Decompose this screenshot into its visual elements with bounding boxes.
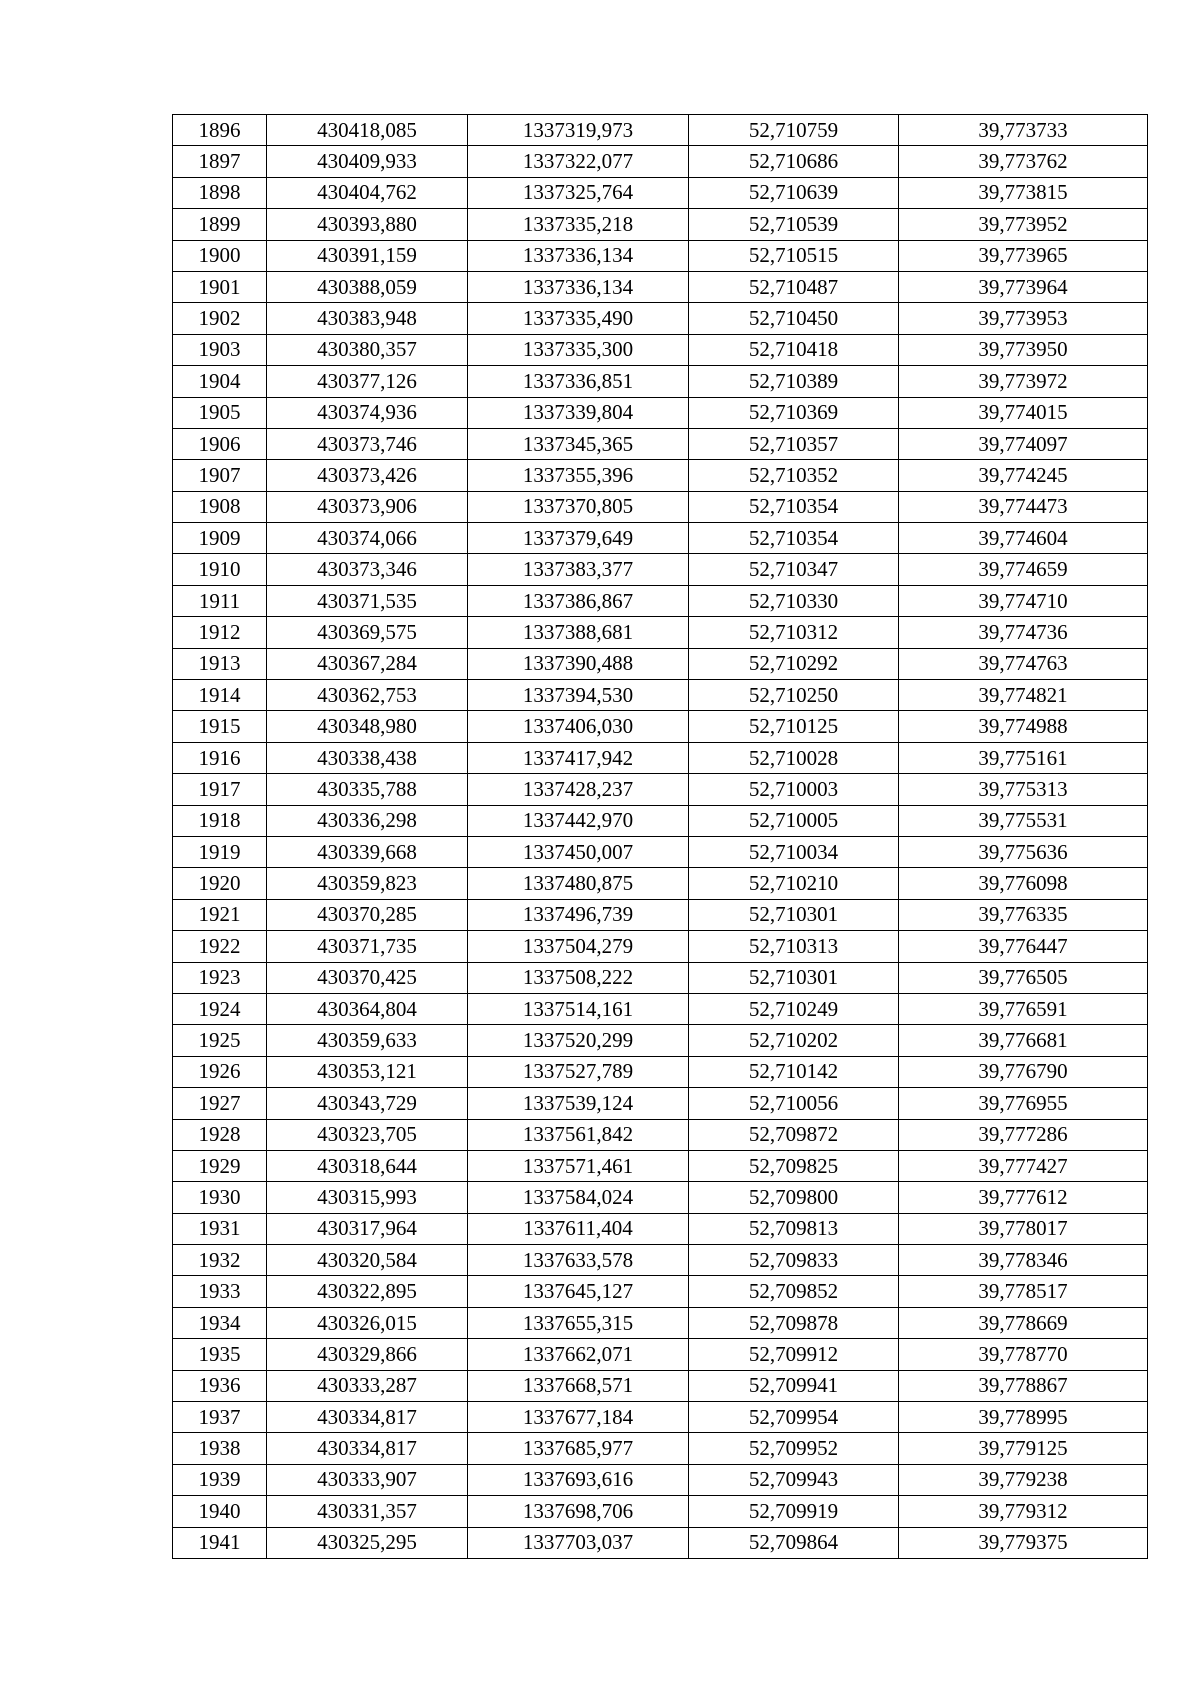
table-row	[173, 1433, 1148, 1464]
x-coordinate-cell: 430388,059	[267, 271, 468, 302]
table-row	[173, 1339, 1148, 1370]
x-coordinate-cell: 430334,817	[267, 1433, 468, 1464]
point-number-cell: 1933	[173, 1276, 267, 1307]
table-row	[173, 711, 1148, 742]
latitude-cell: 52,710292	[689, 648, 899, 679]
y-coordinate-cell: 1337406,030	[468, 711, 689, 742]
longitude-cell: 39,774659	[899, 554, 1148, 585]
latitude-cell: 52,710347	[689, 554, 899, 585]
longitude-cell: 39,776790	[899, 1056, 1148, 1087]
table-row	[173, 366, 1148, 397]
y-coordinate-cell: 1337394,530	[468, 680, 689, 711]
x-coordinate-cell: 430418,085	[267, 115, 468, 146]
point-number-cell: 1939	[173, 1464, 267, 1495]
latitude-cell: 52,710250	[689, 680, 899, 711]
longitude-cell: 39,778995	[899, 1402, 1148, 1433]
y-coordinate-cell: 1337633,578	[468, 1245, 689, 1276]
longitude-cell: 39,776447	[899, 931, 1148, 962]
table-row	[173, 836, 1148, 867]
y-coordinate-cell: 1337335,490	[468, 303, 689, 334]
latitude-cell: 52,710354	[689, 491, 899, 522]
x-coordinate-cell: 430339,668	[267, 836, 468, 867]
x-coordinate-cell: 430359,823	[267, 868, 468, 899]
point-number-cell: 1896	[173, 115, 267, 146]
x-coordinate-cell: 430336,298	[267, 805, 468, 836]
table-row	[173, 680, 1148, 711]
longitude-cell: 39,777286	[899, 1119, 1148, 1150]
longitude-cell: 39,779375	[899, 1527, 1148, 1558]
y-coordinate-cell: 1337335,218	[468, 209, 689, 240]
table-row	[173, 742, 1148, 773]
point-number-cell: 1916	[173, 742, 267, 773]
x-coordinate-cell: 430333,907	[267, 1464, 468, 1495]
table-row	[173, 962, 1148, 993]
point-number-cell: 1905	[173, 397, 267, 428]
table-row	[173, 1245, 1148, 1276]
table-row	[173, 209, 1148, 240]
longitude-cell: 39,773950	[899, 334, 1148, 365]
table-row	[173, 1464, 1148, 1495]
table-row	[173, 1119, 1148, 1150]
point-number-cell: 1917	[173, 774, 267, 805]
point-number-cell: 1898	[173, 177, 267, 208]
point-number-cell: 1909	[173, 523, 267, 554]
y-coordinate-cell: 1337319,973	[468, 115, 689, 146]
y-coordinate-cell: 1337335,300	[468, 334, 689, 365]
table-row	[173, 993, 1148, 1024]
y-coordinate-cell: 1337645,127	[468, 1276, 689, 1307]
y-coordinate-cell: 1337693,616	[468, 1464, 689, 1495]
point-number-cell: 1903	[173, 334, 267, 365]
x-coordinate-cell: 430373,906	[267, 491, 468, 522]
coordinates-table-body	[173, 115, 1148, 1559]
x-coordinate-cell: 430338,438	[267, 742, 468, 773]
longitude-cell: 39,776681	[899, 1025, 1148, 1056]
table-row	[173, 115, 1148, 146]
latitude-cell: 52,710389	[689, 366, 899, 397]
longitude-cell: 39,774988	[899, 711, 1148, 742]
latitude-cell: 52,709954	[689, 1402, 899, 1433]
point-number-cell: 1918	[173, 805, 267, 836]
latitude-cell: 52,709919	[689, 1496, 899, 1527]
table-row	[173, 805, 1148, 836]
latitude-cell: 52,710686	[689, 146, 899, 177]
latitude-cell: 52,710028	[689, 742, 899, 773]
longitude-cell: 39,774710	[899, 585, 1148, 616]
point-number-cell: 1922	[173, 931, 267, 962]
latitude-cell: 52,710210	[689, 868, 899, 899]
point-number-cell: 1914	[173, 680, 267, 711]
longitude-cell: 39,779238	[899, 1464, 1148, 1495]
table-row	[173, 1182, 1148, 1213]
point-number-cell: 1929	[173, 1150, 267, 1181]
y-coordinate-cell: 1337480,875	[468, 868, 689, 899]
y-coordinate-cell: 1337450,007	[468, 836, 689, 867]
longitude-cell: 39,774821	[899, 680, 1148, 711]
latitude-cell: 52,710515	[689, 240, 899, 271]
longitude-cell: 39,774604	[899, 523, 1148, 554]
longitude-cell: 39,777612	[899, 1182, 1148, 1213]
y-coordinate-cell: 1337584,024	[468, 1182, 689, 1213]
longitude-cell: 39,778017	[899, 1213, 1148, 1244]
table-row	[173, 868, 1148, 899]
longitude-cell: 39,779125	[899, 1433, 1148, 1464]
latitude-cell: 52,710369	[689, 397, 899, 428]
longitude-cell: 39,776335	[899, 899, 1148, 930]
y-coordinate-cell: 1337442,970	[468, 805, 689, 836]
point-number-cell: 1940	[173, 1496, 267, 1527]
latitude-cell: 52,710352	[689, 460, 899, 491]
longitude-cell: 39,773953	[899, 303, 1148, 334]
table-row	[173, 1056, 1148, 1087]
y-coordinate-cell: 1337514,161	[468, 993, 689, 1024]
longitude-cell: 39,776955	[899, 1088, 1148, 1119]
table-row	[173, 617, 1148, 648]
latitude-cell: 52,710313	[689, 931, 899, 962]
table-row	[173, 1496, 1148, 1527]
table-row	[173, 1025, 1148, 1056]
y-coordinate-cell: 1337611,404	[468, 1213, 689, 1244]
latitude-cell: 52,710759	[689, 115, 899, 146]
x-coordinate-cell: 430317,964	[267, 1213, 468, 1244]
longitude-cell: 39,775313	[899, 774, 1148, 805]
table-row	[173, 271, 1148, 302]
x-coordinate-cell: 430331,357	[267, 1496, 468, 1527]
y-coordinate-cell: 1337336,134	[468, 240, 689, 271]
point-number-cell: 1928	[173, 1119, 267, 1150]
x-coordinate-cell: 430383,948	[267, 303, 468, 334]
longitude-cell: 39,774763	[899, 648, 1148, 679]
table-row	[173, 1307, 1148, 1338]
table-row	[173, 1213, 1148, 1244]
x-coordinate-cell: 430373,346	[267, 554, 468, 585]
y-coordinate-cell: 1337539,124	[468, 1088, 689, 1119]
x-coordinate-cell: 430370,285	[267, 899, 468, 930]
latitude-cell: 52,709952	[689, 1433, 899, 1464]
latitude-cell: 52,710142	[689, 1056, 899, 1087]
table-row	[173, 240, 1148, 271]
x-coordinate-cell: 430323,705	[267, 1119, 468, 1150]
y-coordinate-cell: 1337336,851	[468, 366, 689, 397]
table-row	[173, 146, 1148, 177]
longitude-cell: 39,774473	[899, 491, 1148, 522]
table-row	[173, 1402, 1148, 1433]
table-row	[173, 523, 1148, 554]
table-row	[173, 931, 1148, 962]
y-coordinate-cell: 1337703,037	[468, 1527, 689, 1558]
longitude-cell: 39,778867	[899, 1370, 1148, 1401]
longitude-cell: 39,778770	[899, 1339, 1148, 1370]
longitude-cell: 39,778669	[899, 1307, 1148, 1338]
x-coordinate-cell: 430326,015	[267, 1307, 468, 1338]
latitude-cell: 52,710330	[689, 585, 899, 616]
x-coordinate-cell: 430371,735	[267, 931, 468, 962]
x-coordinate-cell: 430374,066	[267, 523, 468, 554]
longitude-cell: 39,776591	[899, 993, 1148, 1024]
table-row	[173, 1527, 1148, 1558]
x-coordinate-cell: 430367,284	[267, 648, 468, 679]
point-number-cell: 1931	[173, 1213, 267, 1244]
y-coordinate-cell: 1337677,184	[468, 1402, 689, 1433]
x-coordinate-cell: 430333,287	[267, 1370, 468, 1401]
point-number-cell: 1902	[173, 303, 267, 334]
point-number-cell: 1906	[173, 428, 267, 459]
y-coordinate-cell: 1337379,649	[468, 523, 689, 554]
x-coordinate-cell: 430322,895	[267, 1276, 468, 1307]
x-coordinate-cell: 430335,788	[267, 774, 468, 805]
latitude-cell: 52,709872	[689, 1119, 899, 1150]
longitude-cell: 39,778346	[899, 1245, 1148, 1276]
latitude-cell: 52,710418	[689, 334, 899, 365]
latitude-cell: 52,709878	[689, 1307, 899, 1338]
y-coordinate-cell: 1337417,942	[468, 742, 689, 773]
point-number-cell: 1900	[173, 240, 267, 271]
table-row	[173, 554, 1148, 585]
y-coordinate-cell: 1337561,842	[468, 1119, 689, 1150]
latitude-cell: 52,710639	[689, 177, 899, 208]
x-coordinate-cell: 430370,425	[267, 962, 468, 993]
y-coordinate-cell: 1337345,365	[468, 428, 689, 459]
x-coordinate-cell: 430320,584	[267, 1245, 468, 1276]
latitude-cell: 52,710312	[689, 617, 899, 648]
longitude-cell: 39,775531	[899, 805, 1148, 836]
latitude-cell: 52,710005	[689, 805, 899, 836]
table-row	[173, 460, 1148, 491]
latitude-cell: 52,709864	[689, 1527, 899, 1558]
y-coordinate-cell: 1337668,571	[468, 1370, 689, 1401]
x-coordinate-cell: 430409,933	[267, 146, 468, 177]
point-number-cell: 1924	[173, 993, 267, 1024]
point-number-cell: 1934	[173, 1307, 267, 1338]
y-coordinate-cell: 1337527,789	[468, 1056, 689, 1087]
x-coordinate-cell: 430364,804	[267, 993, 468, 1024]
point-number-cell: 1926	[173, 1056, 267, 1087]
y-coordinate-cell: 1337428,237	[468, 774, 689, 805]
latitude-cell: 52,710034	[689, 836, 899, 867]
longitude-cell: 39,777427	[899, 1150, 1148, 1181]
y-coordinate-cell: 1337355,396	[468, 460, 689, 491]
x-coordinate-cell: 430359,633	[267, 1025, 468, 1056]
y-coordinate-cell: 1337370,805	[468, 491, 689, 522]
latitude-cell: 52,710450	[689, 303, 899, 334]
x-coordinate-cell: 430353,121	[267, 1056, 468, 1087]
latitude-cell: 52,709941	[689, 1370, 899, 1401]
longitude-cell: 39,773952	[899, 209, 1148, 240]
point-number-cell: 1938	[173, 1433, 267, 1464]
y-coordinate-cell: 1337386,867	[468, 585, 689, 616]
point-number-cell: 1936	[173, 1370, 267, 1401]
x-coordinate-cell: 430325,295	[267, 1527, 468, 1558]
x-coordinate-cell: 430393,880	[267, 209, 468, 240]
table-row	[173, 428, 1148, 459]
point-number-cell: 1941	[173, 1527, 267, 1558]
point-number-cell: 1904	[173, 366, 267, 397]
longitude-cell: 39,773972	[899, 366, 1148, 397]
latitude-cell: 52,710539	[689, 209, 899, 240]
x-coordinate-cell: 430348,980	[267, 711, 468, 742]
longitude-cell: 39,775636	[899, 836, 1148, 867]
point-number-cell: 1925	[173, 1025, 267, 1056]
point-number-cell: 1910	[173, 554, 267, 585]
x-coordinate-cell: 430369,575	[267, 617, 468, 648]
y-coordinate-cell: 1337339,804	[468, 397, 689, 428]
longitude-cell: 39,776505	[899, 962, 1148, 993]
x-coordinate-cell: 430404,762	[267, 177, 468, 208]
longitude-cell: 39,773965	[899, 240, 1148, 271]
latitude-cell: 52,709800	[689, 1182, 899, 1213]
latitude-cell: 52,710357	[689, 428, 899, 459]
point-number-cell: 1937	[173, 1402, 267, 1433]
y-coordinate-cell: 1337390,488	[468, 648, 689, 679]
x-coordinate-cell: 430343,729	[267, 1088, 468, 1119]
latitude-cell: 52,710056	[689, 1088, 899, 1119]
longitude-cell: 39,773815	[899, 177, 1148, 208]
table-row	[173, 1088, 1148, 1119]
table-row	[173, 1276, 1148, 1307]
table-row	[173, 397, 1148, 428]
x-coordinate-cell: 430373,426	[267, 460, 468, 491]
latitude-cell: 52,709833	[689, 1245, 899, 1276]
x-coordinate-cell: 430315,993	[267, 1182, 468, 1213]
y-coordinate-cell: 1337571,461	[468, 1150, 689, 1181]
longitude-cell: 39,774015	[899, 397, 1148, 428]
point-number-cell: 1915	[173, 711, 267, 742]
x-coordinate-cell: 430334,817	[267, 1402, 468, 1433]
longitude-cell: 39,776098	[899, 868, 1148, 899]
table-row	[173, 774, 1148, 805]
x-coordinate-cell: 430377,126	[267, 366, 468, 397]
point-number-cell: 1927	[173, 1088, 267, 1119]
latitude-cell: 52,710249	[689, 993, 899, 1024]
latitude-cell: 52,709825	[689, 1150, 899, 1181]
point-number-cell: 1930	[173, 1182, 267, 1213]
y-coordinate-cell: 1337322,077	[468, 146, 689, 177]
coordinates-table	[172, 114, 1148, 1559]
x-coordinate-cell: 430373,746	[267, 428, 468, 459]
table-row	[173, 334, 1148, 365]
longitude-cell: 39,775161	[899, 742, 1148, 773]
latitude-cell: 52,710301	[689, 962, 899, 993]
table-row	[173, 1150, 1148, 1181]
point-number-cell: 1935	[173, 1339, 267, 1370]
point-number-cell: 1921	[173, 899, 267, 930]
y-coordinate-cell: 1337655,315	[468, 1307, 689, 1338]
x-coordinate-cell: 430362,753	[267, 680, 468, 711]
table-row	[173, 491, 1148, 522]
longitude-cell: 39,774245	[899, 460, 1148, 491]
longitude-cell: 39,773964	[899, 271, 1148, 302]
point-number-cell: 1901	[173, 271, 267, 302]
point-number-cell: 1920	[173, 868, 267, 899]
latitude-cell: 52,710125	[689, 711, 899, 742]
point-number-cell: 1907	[173, 460, 267, 491]
latitude-cell: 52,709943	[689, 1464, 899, 1495]
y-coordinate-cell: 1337388,681	[468, 617, 689, 648]
y-coordinate-cell: 1337508,222	[468, 962, 689, 993]
y-coordinate-cell: 1337685,977	[468, 1433, 689, 1464]
longitude-cell: 39,774097	[899, 428, 1148, 459]
longitude-cell: 39,778517	[899, 1276, 1148, 1307]
latitude-cell: 52,710003	[689, 774, 899, 805]
y-coordinate-cell: 1337520,299	[468, 1025, 689, 1056]
point-number-cell: 1911	[173, 585, 267, 616]
latitude-cell: 52,710354	[689, 523, 899, 554]
y-coordinate-cell: 1337383,377	[468, 554, 689, 585]
table-row	[173, 899, 1148, 930]
latitude-cell: 52,710301	[689, 899, 899, 930]
longitude-cell: 39,773762	[899, 146, 1148, 177]
table-row	[173, 1370, 1148, 1401]
longitude-cell: 39,779312	[899, 1496, 1148, 1527]
y-coordinate-cell: 1337662,071	[468, 1339, 689, 1370]
table-row	[173, 648, 1148, 679]
y-coordinate-cell: 1337504,279	[468, 931, 689, 962]
x-coordinate-cell: 430318,644	[267, 1150, 468, 1181]
latitude-cell: 52,710202	[689, 1025, 899, 1056]
x-coordinate-cell: 430371,535	[267, 585, 468, 616]
x-coordinate-cell: 430391,159	[267, 240, 468, 271]
latitude-cell: 52,709912	[689, 1339, 899, 1370]
point-number-cell: 1908	[173, 491, 267, 522]
x-coordinate-cell: 430380,357	[267, 334, 468, 365]
point-number-cell: 1912	[173, 617, 267, 648]
x-coordinate-cell: 430329,866	[267, 1339, 468, 1370]
table-row	[173, 585, 1148, 616]
longitude-cell: 39,773733	[899, 115, 1148, 146]
latitude-cell: 52,710487	[689, 271, 899, 302]
table-row	[173, 303, 1148, 334]
point-number-cell: 1923	[173, 962, 267, 993]
x-coordinate-cell: 430374,936	[267, 397, 468, 428]
point-number-cell: 1913	[173, 648, 267, 679]
point-number-cell: 1897	[173, 146, 267, 177]
y-coordinate-cell: 1337698,706	[468, 1496, 689, 1527]
y-coordinate-cell: 1337496,739	[468, 899, 689, 930]
longitude-cell: 39,774736	[899, 617, 1148, 648]
latitude-cell: 52,709852	[689, 1276, 899, 1307]
point-number-cell: 1932	[173, 1245, 267, 1276]
point-number-cell: 1919	[173, 836, 267, 867]
table-row	[173, 177, 1148, 208]
y-coordinate-cell: 1337336,134	[468, 271, 689, 302]
y-coordinate-cell: 1337325,764	[468, 177, 689, 208]
latitude-cell: 52,709813	[689, 1213, 899, 1244]
point-number-cell: 1899	[173, 209, 267, 240]
